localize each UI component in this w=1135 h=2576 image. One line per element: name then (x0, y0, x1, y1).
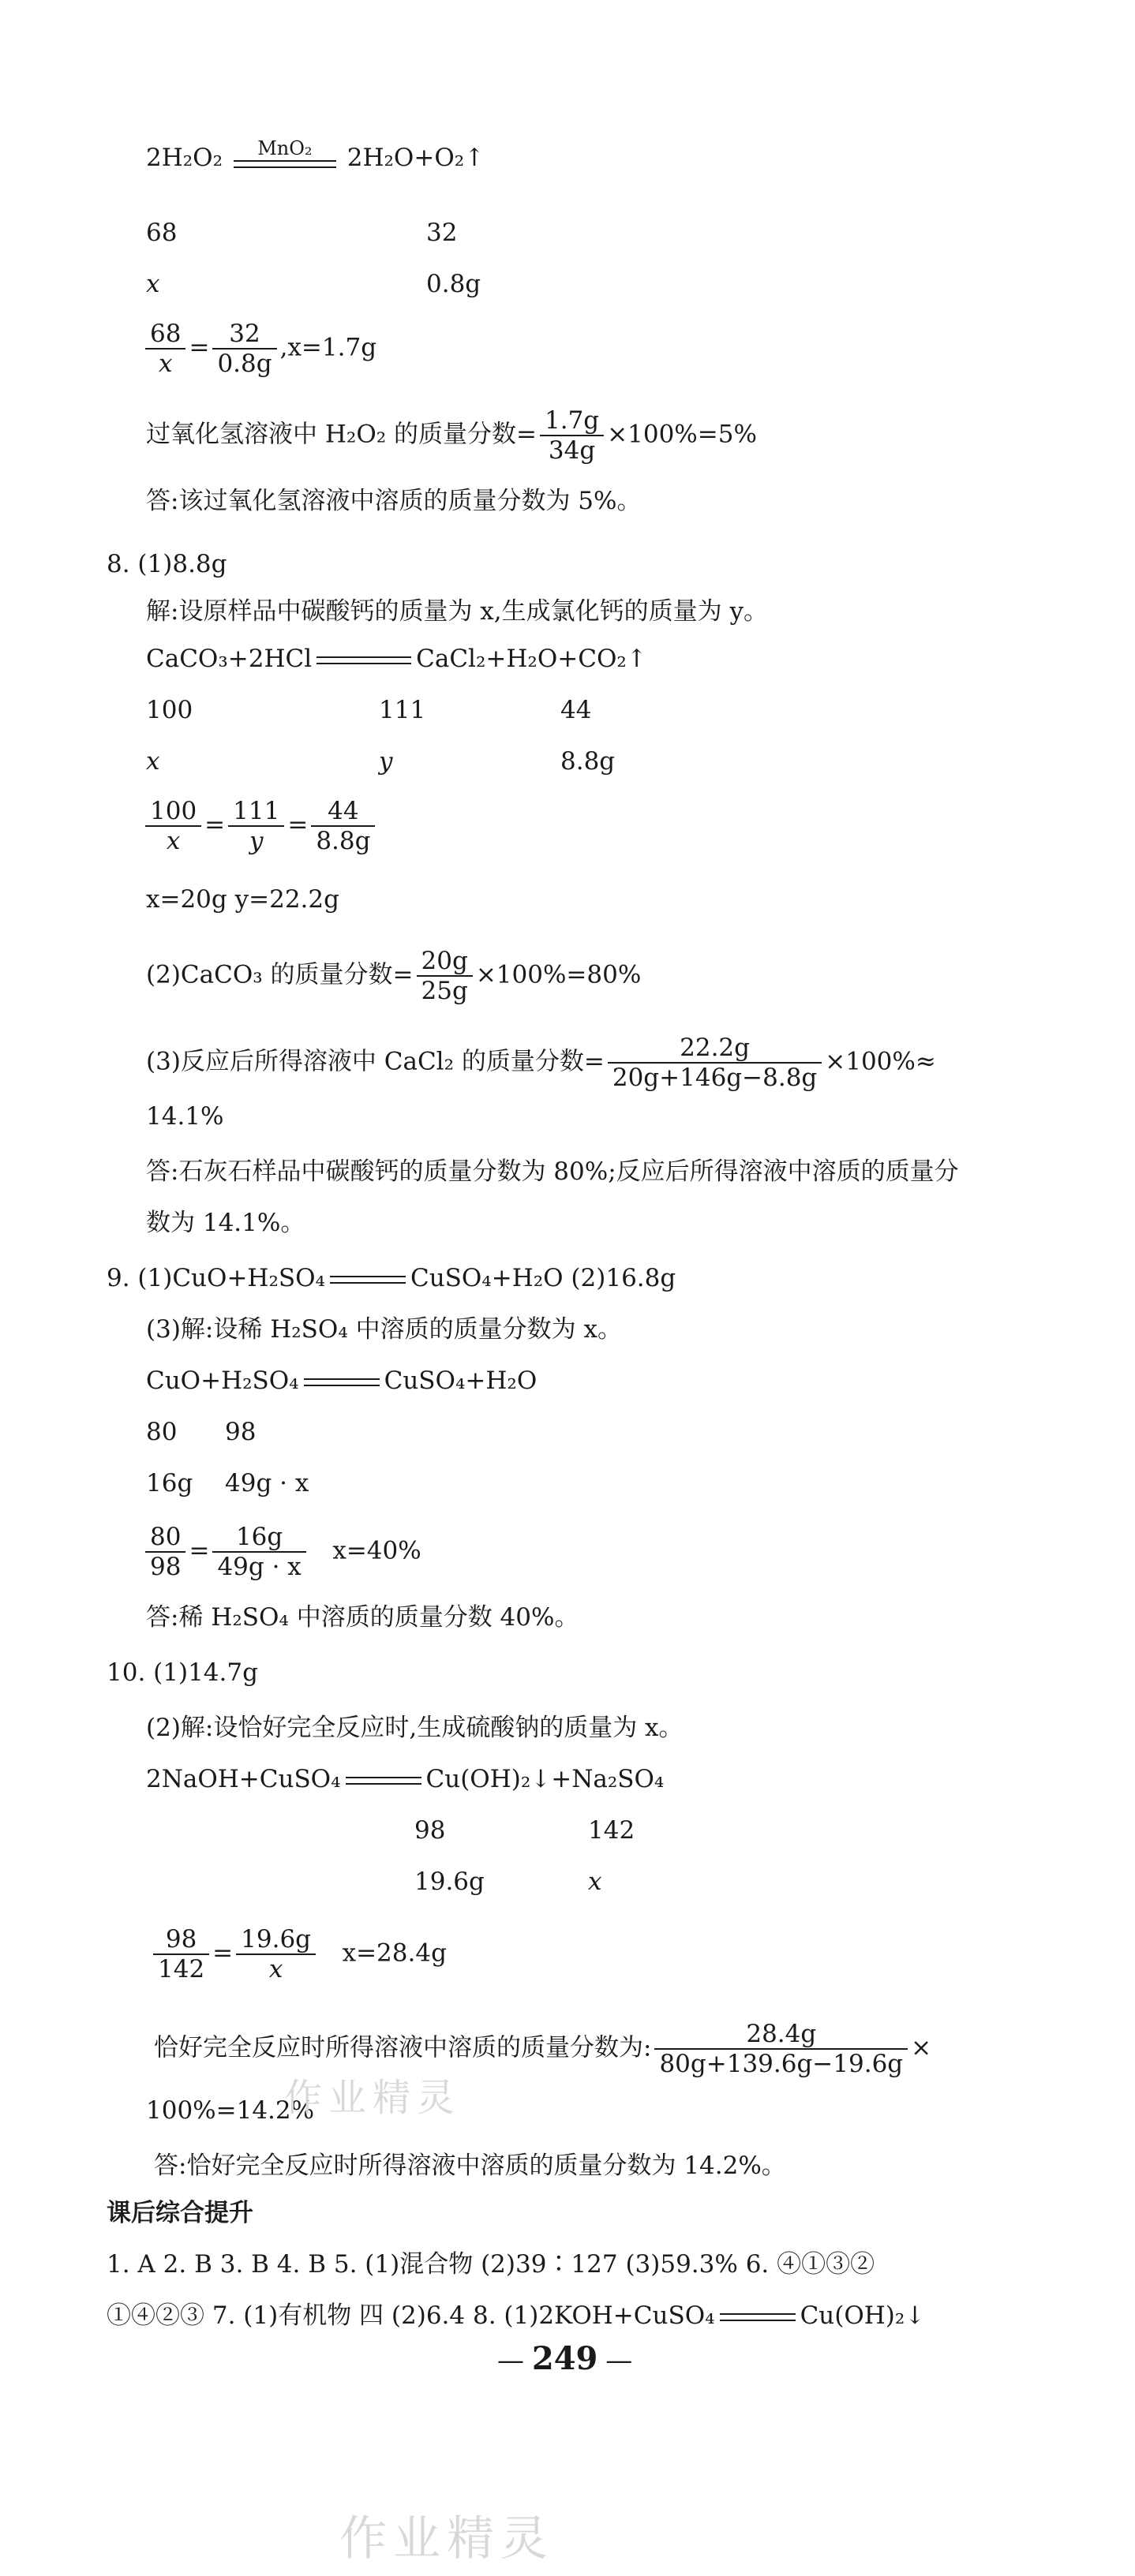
q10-head: 10. (1)14.7g (107, 1658, 258, 1687)
q10-mm1: 98 (414, 1816, 446, 1845)
q10-v2: x (588, 1868, 602, 1896)
value-o2: 0.8g (426, 270, 481, 298)
q9-proportion: $\frac{80}{98}$ = $\frac{16g}{49g \cdot x}$ x=40% (142, 1523, 421, 1581)
q8-head: 8. (1)8.8g (107, 550, 227, 578)
mass-fraction-h2o2: 过氧化氢溶液中 H₂O₂ 的质量分数= $\frac{1.7g}{34g}$ ×100%=5% (146, 406, 757, 465)
section-title: 课后综合提升 (107, 2199, 253, 2227)
q9-v2: 49g · x (225, 1469, 309, 1497)
q10-proportion: $\frac{98}{142}$ = $\frac{19.6g}{x}$ x=28.4g (150, 1925, 447, 1983)
q10-value: 100%=14.2% (146, 2096, 315, 2125)
q10-setup: (2)解:设恰好完全反应时,生成硫酸钠的质量为 x。 (146, 1714, 684, 1742)
q8-v1: x (146, 747, 160, 776)
q10-mass-fraction: 恰好完全反应时所得溶液中溶质的质量分数为: $\frac{28.4g}{80g+139.6g-19.6g}$ × (154, 2020, 932, 2078)
q9-mm2: 98 (225, 1418, 257, 1446)
q9-mm1: 80 (146, 1418, 178, 1446)
var-x: x (146, 270, 160, 298)
q8-part2: (2)CaCO₃ 的质量分数= $\frac{20g}{25g}$ ×100%=80% (146, 947, 642, 1005)
watermark-1: 作业精灵 (284, 2076, 462, 2120)
q8-equation: CaCO₃+2HCl CaCl₂+H₂O+CO₂↑ (146, 645, 647, 673)
q8-result: x=20g y=22.2g (146, 885, 339, 914)
q8-v2: y (379, 747, 393, 776)
q9-answer: 答:稀 H₂SO₄ 中溶质的质量分数 40%。 (146, 1603, 579, 1632)
equation-h2o2: 2H₂O₂ MnO₂ 2H₂O+O₂↑ (146, 137, 485, 172)
watermark-2: 作业精灵 (339, 2511, 554, 2567)
molar-mass-h2o2: 68 (146, 219, 178, 247)
section-line-2: ①④②③ 7. (1)有机物 四 (2)6.4 8. (1)2KOH+CuSO₄ Cu(OH)₂↓ (107, 2301, 926, 2330)
reaction-condition: MnO₂ (234, 138, 336, 168)
q10-equation: 2NaOH+CuSO₄ Cu(OH)₂↓+Na₂SO₄ (146, 1765, 665, 1793)
section-line-1: 1. A 2. B 3. B 4. B 5. (1)混合物 (2)39∶127 (3)59.3% 6. ④①③② (107, 2250, 875, 2279)
q8-part3-value: 14.1% (146, 1102, 224, 1131)
q9-equation: CuO+H₂SO₄ CuSO₄+H₂O (146, 1367, 538, 1395)
q9-setup: (3)解:设稀 H₂SO₄ 中溶质的质量分数为 x。 (146, 1315, 622, 1344)
q8-setup: 解:设原样品中碳酸钙的质量为 x,生成氯化钙的质量为 y。 (146, 597, 768, 626)
answer-h2o2: 答:该过氧化氢溶液中溶质的质量分数为 5%。 (146, 487, 642, 515)
q8-v3: 8.8g (560, 747, 616, 776)
molar-mass-o2: 32 (426, 219, 458, 247)
q9-head: 9. (1)CuO+H₂SO₄ CuSO₄+H₂O (2)16.8g (107, 1264, 676, 1292)
q9-v1: 16g (146, 1469, 193, 1497)
q8-mm1: 100 (146, 696, 193, 724)
q10-answer: 答:恰好完全反应时所得溶液中溶质的质量分数为 14.2%。 (154, 2152, 786, 2180)
q8-mm2: 111 (379, 696, 426, 724)
page-number: — 249 — (497, 2340, 633, 2377)
q10-v1: 19.6g (414, 1868, 485, 1896)
q8-mm3: 44 (560, 696, 592, 724)
q8-proportion: $\frac{100}{x}$ = $\frac{111}{y}$ = $\frac{44}{8.8g}$ (142, 797, 378, 855)
proportion-h2o2: $\frac{68}{x}$ = $\frac{32}{0.8g}$ ,x=1.7g (142, 320, 376, 378)
q10-mm2: 142 (588, 1816, 635, 1845)
q8-part3: (3)反应后所得溶液中 CaCl₂ 的质量分数= $\frac{22.2g}{20g+146g-8.8g}$ ×100%≈ (146, 1034, 936, 1092)
q8-answer-1: 答:石灰石样品中碳酸钙的质量分数为 80%;反应后所得溶液中溶质的质量分 (146, 1157, 959, 1186)
q8-answer-2: 数为 14.1%。 (146, 1209, 305, 1237)
